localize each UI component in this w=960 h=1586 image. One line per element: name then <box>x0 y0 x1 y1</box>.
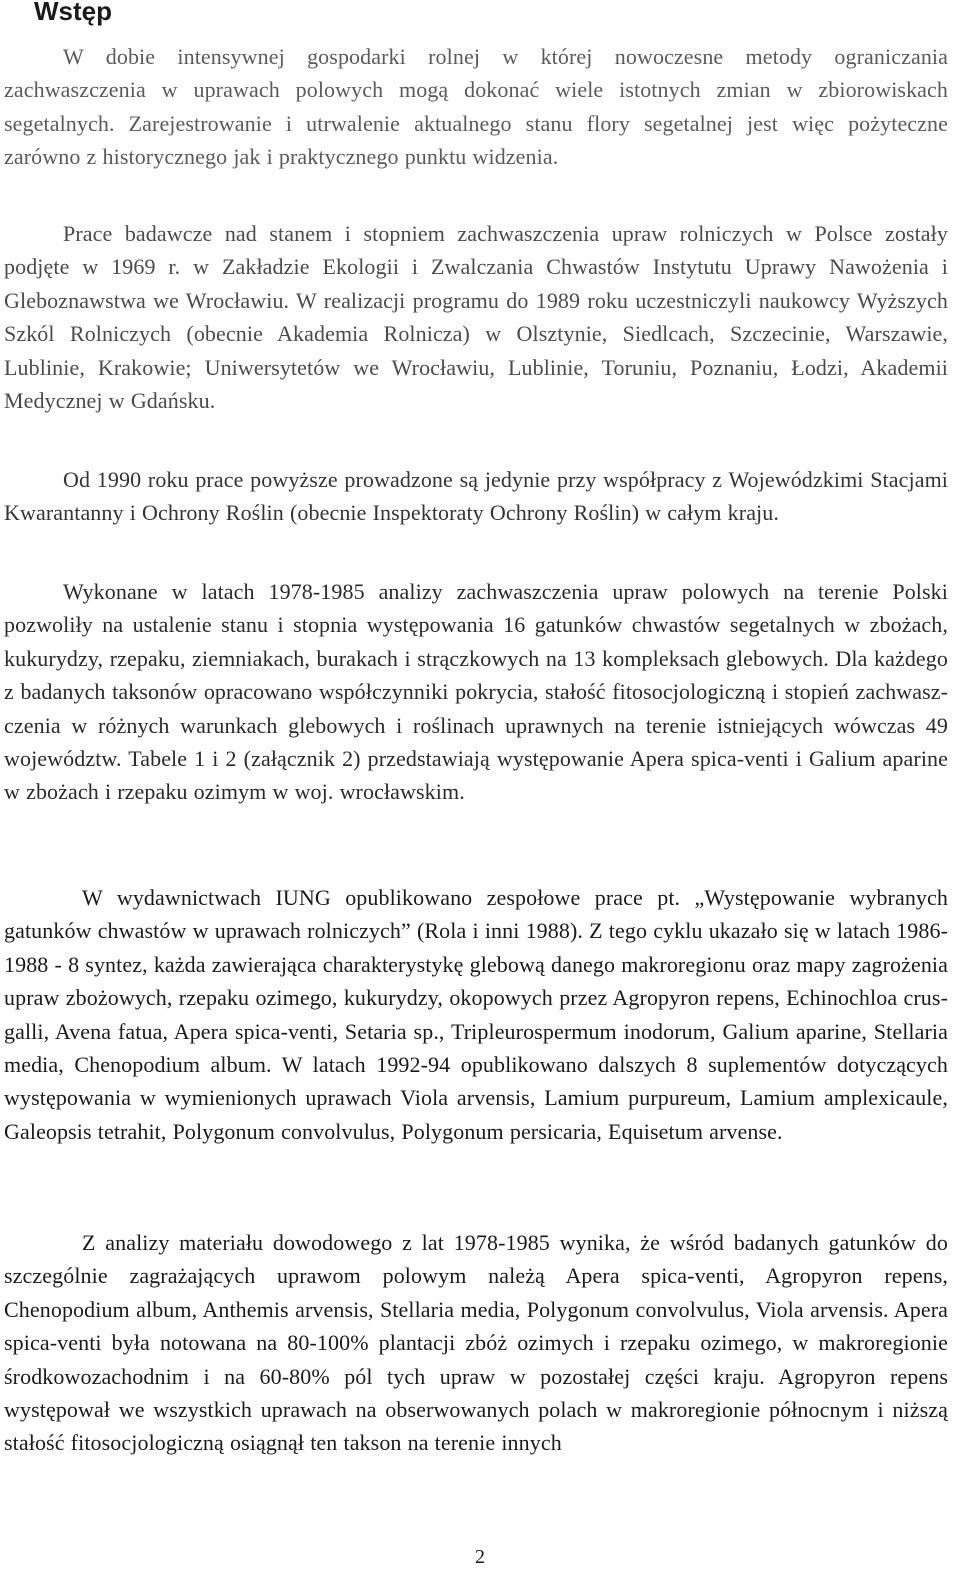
paragraph-since-1990: Od 1990 roku prace powyższe prowadzone są jedynie przy współpracy z Wojewódzkimi Stacjami Kwarantanny i Ochrony Roślin (obecnie Inspektoraty Ochrony Roślin) w całym kraju. <box>4 467 948 526</box>
section-heading: Wstęp <box>34 0 112 26</box>
paragraph-research-history: Prace badawcze nad stanem i stopniem zachwaszczenia upraw rolniczych w Polsce zostały podjęte w 1969 r. w Zakładzie Ekologii i Zwalczania Chwastów Instytutu Uprawy Nawożenia i Gleboznawstwa we Wrocławiu. W realizacji programu do 1989 roku uczestniczyli naukowcy Wyższych Szkól Rolniczych (obecnie Akademia Rolnicza) w Olsztynie, Siedlcach, Szczecinie, Warszawie, Lublinie, Krakowie; Uniwersytetów we Wrocławiu, Lublinie, Toruniu, Poznaniu, Łodzi, Akademii Medycznej w Gdańsku. <box>4 221 948 414</box>
paragraph-analyses-1978-1985: Wykonane w latach 1978-1985 analizy zachwaszczenia upraw polowych na terenie Polski pozwoliły na ustalenie stanu i stopnia występowania 16 gatunków chwastów segetalnych w zbożach, kukurydzy, rzepaku, ziemniakach, burakach i strączkowych na 13 kompleksach glebowych. Dla każdego z badanych taksonów opracowano współczynniki pokrycia, stałość fitosocjologiczną i stopień zachwaszczenia w różnych warunkach glebowych i roślinach uprawnych na terenie istniejących wówczas 49 województw. Tabele 1 i 2 (załącznik 2) przedstawiają występowanie Apera spica-venti i Galium aparine w zbożach i rzepaku ozimym w woj. wrocławskim. <box>4 579 948 805</box>
page-number: 2 <box>475 1546 485 1568</box>
paragraph-iung-publications: W wydawnictwach IUNG opublikowano zespołowe prace pt. „Występowanie wybranych gatunków chwastów w uprawach rolniczych” (Rola i inni 1988). Z tego cyklu ukazało się w latach 1986-1988 - 8 syntez, każda zawierająca charakterystykę glebową danego makroregionu oraz mapy zagrożenia upraw zbożowych, rzepaku ozimego, kukurydzy, okopowych przez Agropyron repens, Echinochloa crus-galli, Avena fatua, Apera spica-venti, Setaria sp., Tripleurospermum inodorum, Galium aparine, Stellaria media, Chenopodium album. W latach 1992-94 opublikowano dalszych 8 suplementów dotyczących występowania w wymienionych uprawach Viola arvensis, Lamium purpureum, Lamium amplexicaule, Galeopsis tetrahit, Polygonum convolvulus, Polygonum persicaria, Equisetum arvense. <box>4 885 948 1144</box>
paragraph-material-analysis: Z analizy materiału dowodowego z lat 1978-1985 wynika, że wśród badanych gatunków do szczególnie zagrażających uprawom polowym należą Apera spica-venti, Agropyron repens, Chenopodium album, Anthemis arvensis, Stellaria media, Polygonum convolvulus, Viola arvensis. Apera spica-venti była notowana na 80-100% plantacji zbóż ozimych i rzepaku ozimego, w makroregionie środkowozachodnim i na 60-80% pól tych upraw w pozostałej części kraju. Agropyron repens występował we wszystkich uprawach na obserwowanych polach w makroregionie północnym i niższą stałość fitosocjologiczną osiągnął ten takson na terenie innych <box>4 1230 948 1456</box>
paragraph-introduction: W dobie intensywnej gospodarki rolnej w której nowoczesne metody ograniczania zachwaszczenia w uprawach polowych mogą dokonać wiele istotnych zmian w zbiorowiskach segetalnych. Zarejestrowanie i utrwalenie aktualnego stanu flory segetalnej jest więc pożyteczne zarówno z historycznego jak i praktycznego punktu widzenia. <box>4 44 948 170</box>
